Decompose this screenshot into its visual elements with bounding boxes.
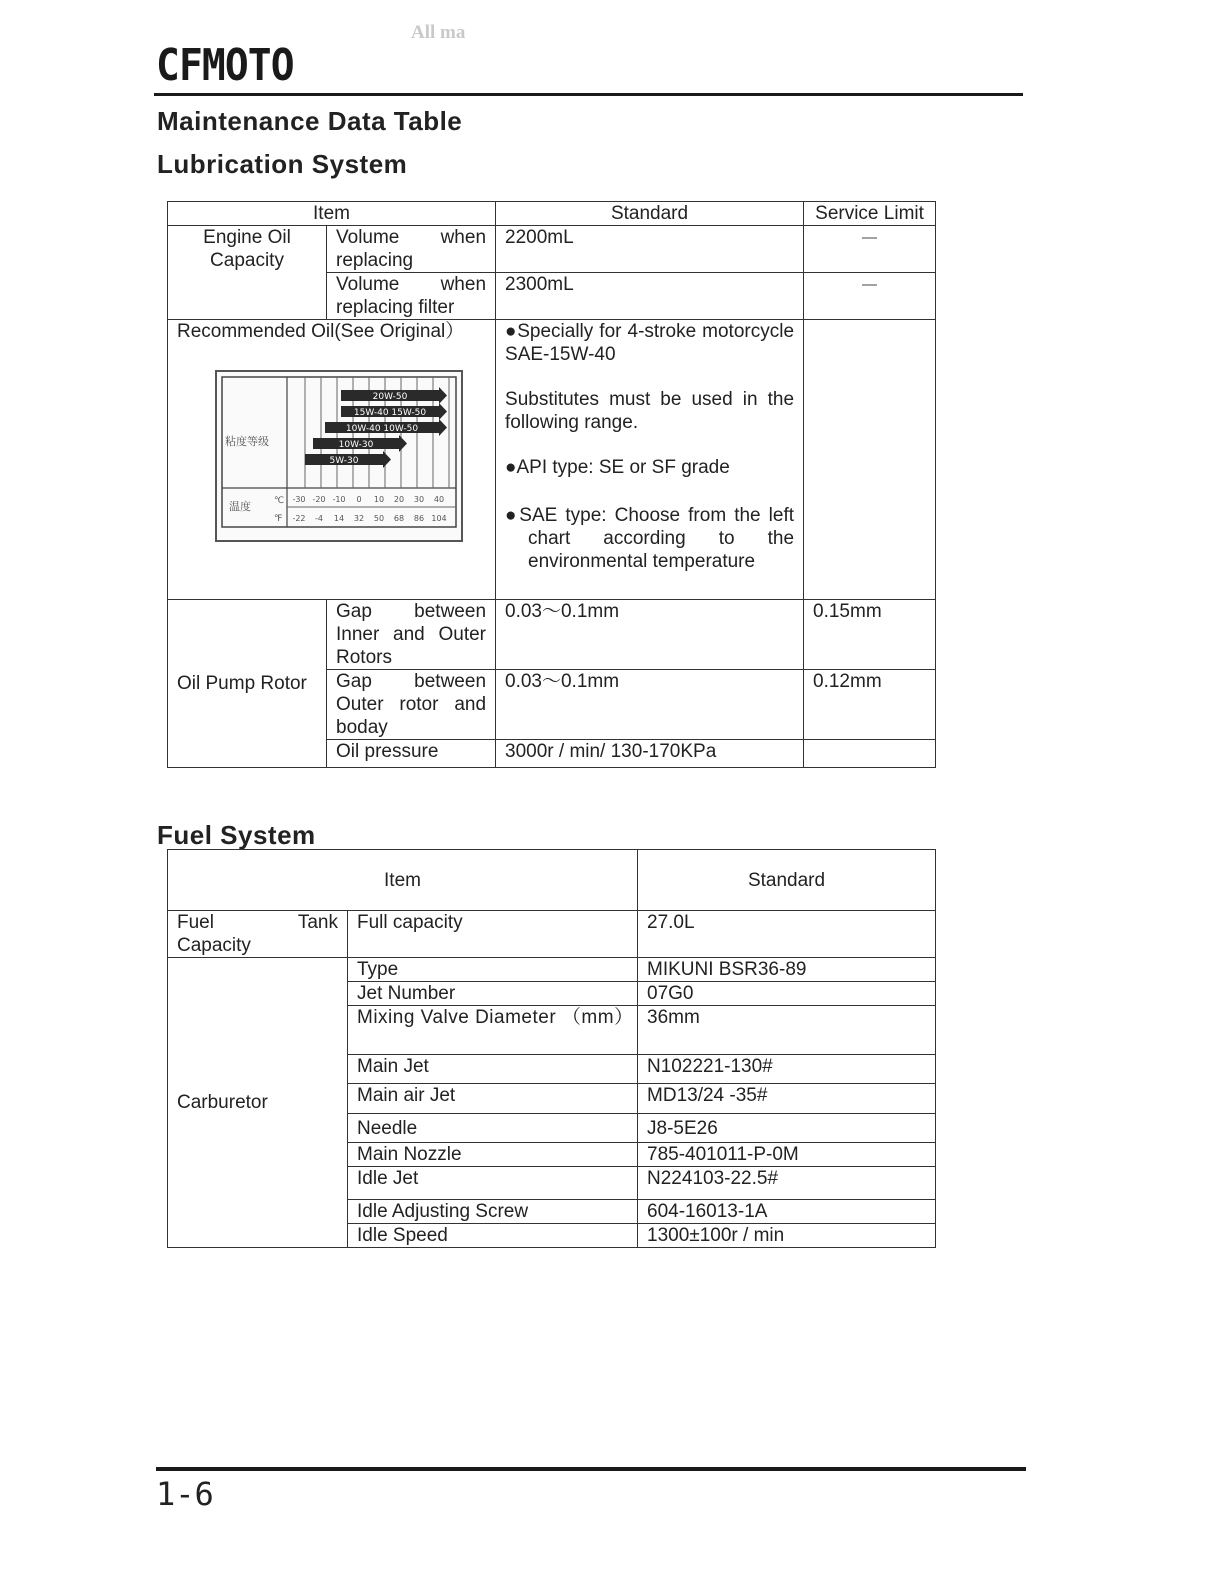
header-item: Item	[168, 202, 496, 226]
carb-std: N224103-22.5#	[638, 1167, 936, 1200]
tick-label: 32	[353, 514, 365, 523]
oil-pump-rotor-label: Oil Pump Rotor	[168, 600, 327, 768]
header-rule	[154, 93, 1023, 96]
tick-label: -10	[332, 495, 346, 504]
tick-label: -30	[292, 495, 306, 504]
viscosity-temperature-chart	[215, 370, 463, 542]
recommended-oil-label: Recommended Oil(See Original）	[177, 321, 465, 342]
engine-oil-limit-1	[804, 226, 936, 273]
carb-sub: Main Jet	[348, 1055, 638, 1084]
limit-dash: —	[862, 229, 878, 246]
pump-limit-3	[804, 740, 936, 768]
pump-limit-2: 0.12mm	[804, 670, 936, 740]
page-number: 1-6	[156, 1475, 214, 1513]
carb-std: MD13/24 -35#	[638, 1084, 936, 1114]
tick-label: 50	[373, 514, 385, 523]
carb-sub: Main air Jet	[348, 1084, 638, 1114]
tick-label: 0	[356, 495, 362, 504]
grade-label: 15W-40 15W-50	[353, 408, 427, 418]
pump-sub-1: Gap between Inner and Outer Rotors	[327, 600, 496, 670]
tick-label: 40	[433, 495, 445, 504]
grade-label: 20W-50	[372, 392, 408, 402]
carb-sub: Type	[348, 958, 638, 982]
fuel-tank-sub: Full capacity	[348, 911, 638, 958]
page-title: Maintenance Data Table	[157, 106, 463, 136]
carb-std: 07G0	[638, 982, 936, 1006]
footer-rule	[156, 1467, 1026, 1471]
carb-std: 1300±100r / min	[638, 1224, 936, 1248]
fuel-tank-std: 27.0L	[638, 911, 936, 958]
tick-label: 10	[373, 495, 385, 504]
pump-sub-2: Gap between Outer rotor and boday	[327, 670, 496, 740]
chart-unit-c: ℃	[274, 496, 285, 506]
oil-substitutes-note: Substitutes must be used in the following range.	[505, 389, 795, 433]
carb-std: J8-5E26	[638, 1114, 936, 1143]
tick-label: 104	[431, 514, 447, 523]
grade-label: 5W-30	[329, 456, 359, 466]
engine-oil-limit-2	[804, 273, 936, 320]
fuel-table	[167, 849, 936, 1248]
oil-bullet-specially: ●Specially for 4-stroke motorcycle	[505, 321, 795, 342]
carb-sub: Mixing Valve Diameter （mm）	[348, 1006, 638, 1055]
limit-dash: —	[862, 276, 878, 293]
tick-label: -4	[315, 514, 323, 523]
brand-logo: CFMOTO	[156, 40, 294, 91]
header-standard: Standard	[496, 202, 804, 226]
recommended-oil-standard	[496, 320, 804, 600]
oil-bullet-sae-type: ●SAE type: Choose from the left chart according to the environmental temperature	[505, 505, 795, 572]
oil-sae-grade: SAE-15W-40	[505, 344, 616, 365]
header-service-limit: Service Limit	[804, 202, 936, 226]
chart-viscosity-label: 粘度等级	[225, 435, 269, 448]
tick-label: 20	[393, 495, 405, 504]
pump-std-3: 3000r / min/ 130-170KPa	[496, 740, 804, 768]
tick-label: 86	[413, 514, 425, 523]
engine-oil-std-1: 2200mL	[496, 226, 804, 273]
carb-sub: Idle Speed	[348, 1224, 638, 1248]
carburetor-label: Carburetor	[168, 958, 348, 1248]
tick-label: -22	[292, 514, 306, 523]
fuel-system-heading: Fuel System	[157, 820, 316, 850]
engine-oil-sub-1: Volume when replacing	[327, 226, 496, 273]
grade-label: 10W-30	[338, 440, 374, 450]
carb-sub: Needle	[348, 1114, 638, 1143]
carb-sub: Idle Jet	[348, 1167, 638, 1200]
carb-std: N102221-130#	[638, 1055, 936, 1084]
carb-std: 36mm	[638, 1006, 936, 1055]
chart-unit-f: ℉	[274, 514, 283, 524]
lubrication-table	[167, 201, 936, 768]
recommended-oil-limit	[804, 320, 936, 600]
watermark-text: All ma	[411, 22, 466, 43]
tick-label: 30	[413, 495, 425, 504]
pump-limit-1: 0.15mm	[804, 600, 936, 670]
pump-std-2: 0.03～0.1mm	[496, 670, 804, 740]
engine-oil-sub-2: Volume when replacing filter	[327, 273, 496, 320]
recommended-oil-cell	[168, 320, 496, 600]
fuel-header-standard: Standard	[638, 850, 936, 911]
chart-temp-label: 温度	[229, 500, 251, 513]
engine-oil-std-2: 2300mL	[496, 273, 804, 320]
fuel-header-item: Item	[168, 850, 638, 911]
lubrication-heading: Lubrication System	[157, 149, 408, 179]
pump-std-1: 0.03～0.1mm	[496, 600, 804, 670]
carb-std: 785-401011-P-0M	[638, 1143, 936, 1167]
oil-bullet-api: ●API type: SE or SF grade	[505, 457, 730, 478]
carb-sub: Idle Adjusting Screw	[348, 1200, 638, 1224]
tick-label: -20	[312, 495, 326, 504]
tick-label: 68	[393, 514, 405, 523]
tick-label: 14	[333, 514, 345, 523]
carb-std: 604-16013-1A	[638, 1200, 936, 1224]
fuel-tank-label: Fuel Tank Capacity	[168, 911, 348, 958]
engine-oil-label: Engine Oil Capacity	[168, 226, 327, 320]
carb-sub: Jet Number	[348, 982, 638, 1006]
carb-sub: Main Nozzle	[348, 1143, 638, 1167]
grade-label: 10W-40 10W-50	[345, 424, 419, 434]
carb-std: MIKUNI BSR36-89	[638, 958, 936, 982]
pump-sub-3: Oil pressure	[327, 740, 496, 768]
